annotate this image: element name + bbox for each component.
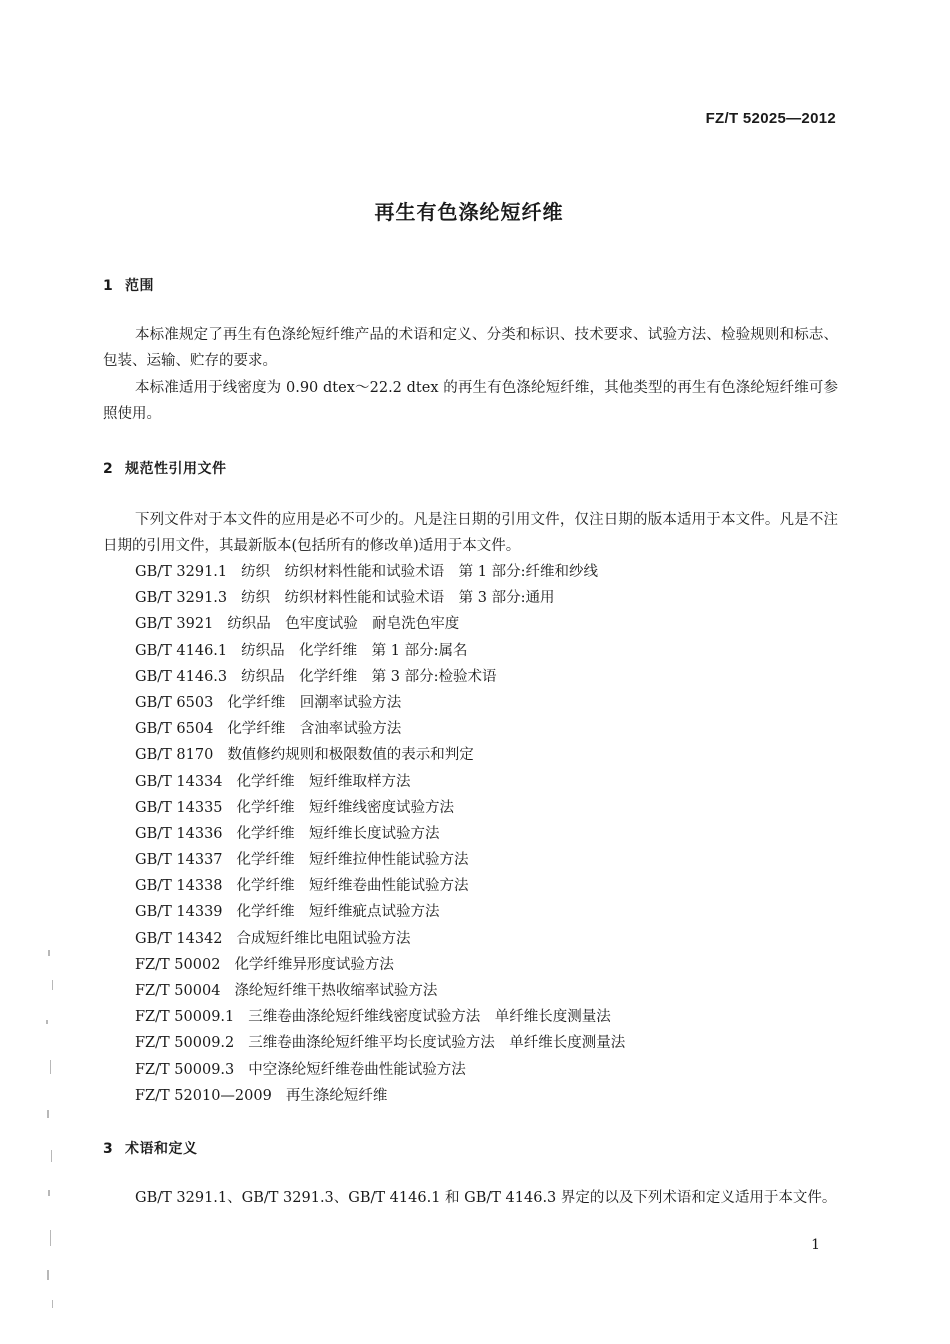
reference-code: GB/T 14336	[135, 825, 223, 842]
reference-item	[135, 926, 625, 952]
reference-title: 纺织品 化学纤维 第 1 部分:属名	[241, 642, 468, 659]
reference-item	[135, 585, 625, 611]
reference-code: GB/T 14342	[135, 930, 223, 947]
reference-title: 化学纤维 回潮率试验方法	[227, 694, 402, 711]
section-title: 范围	[125, 278, 154, 294]
reference-code: GB/T 3921	[135, 616, 214, 633]
reference-title: 化学纤维 短纤维取样方法	[236, 773, 411, 790]
reference-code: GB/T 4146.1	[135, 642, 228, 659]
reference-item	[135, 952, 625, 978]
section-number: 2	[103, 461, 114, 477]
reference-code: GB/T 6504	[135, 721, 214, 738]
reference-code: GB/T 6503	[135, 694, 214, 711]
standard-code: FZ/T 52025—2012	[705, 110, 836, 127]
reference-item	[135, 821, 625, 847]
reference-item	[135, 769, 625, 795]
reference-item	[135, 1083, 625, 1109]
reference-title: 纺织品 化学纤维 第 3 部分:检验术语	[241, 668, 497, 685]
reference-code: GB/T 3291.3	[135, 590, 228, 607]
reference-code: GB/T 4146.3	[135, 668, 228, 685]
reference-title: 化学纤维 含油率试验方法	[227, 721, 402, 738]
reference-title: 三维卷曲涤纶短纤维平均长度试验方法 单纤维长度测量法	[248, 1035, 626, 1052]
reference-code: GB/T 14339	[135, 904, 223, 921]
section-number: 3	[103, 1141, 114, 1157]
reference-title: 合成短纤维比电阻试验方法	[236, 930, 411, 947]
reference-item	[135, 742, 625, 768]
reference-item	[135, 638, 625, 664]
reference-title: 化学纤维 短纤维长度试验方法	[236, 825, 440, 842]
reference-item	[135, 1030, 625, 1056]
section-1-heading	[103, 275, 154, 295]
reference-item	[135, 795, 625, 821]
section-1-paragraph-2: 本标准适用于线密度为 0.90 dtex～22.2 dtex 的再生有色涤纶短纤维，其他类型的再生有色涤纶短纤维可参照使用。	[103, 380, 838, 422]
reference-item	[135, 978, 625, 1004]
reference-title: 纺织 纺织材料性能和试验术语 第 1 部分:纤维和纱线	[241, 564, 598, 580]
reference-item	[135, 664, 625, 690]
reference-item	[135, 1057, 625, 1083]
reference-title: 化学纤维 短纤维拉伸性能试验方法	[236, 852, 469, 869]
section-3-paragraph-1: GB/T 3291.1、GB/T 3291.3、GB/T 4146.1 和 GB/T 4146.3 界定的以及下列术语和定义适用于本文件。	[135, 1190, 837, 1206]
reference-code: FZ/T 50004	[135, 983, 221, 999]
page-number: 1	[811, 1237, 820, 1253]
reference-code: GB/T 14338	[135, 878, 223, 895]
reference-title: 再生涤纶短纤维	[285, 1087, 388, 1104]
reference-code: GB/T 14335	[135, 799, 223, 816]
section-number: 1	[103, 278, 114, 294]
normative-reference-list	[135, 559, 625, 1109]
reference-item	[135, 873, 625, 899]
reference-item	[135, 690, 625, 716]
reference-title: 化学纤维 短纤维线密度试验方法	[236, 799, 455, 816]
reference-title: 三维卷曲涤纶短纤维线密度试验方法 单纤维长度测量法	[248, 1009, 611, 1026]
reference-item	[135, 1004, 625, 1030]
document-title: 再生有色涤纶短纤维	[374, 200, 564, 224]
section-title: 术语和定义	[125, 1141, 198, 1157]
section-title: 规范性引用文件	[125, 461, 227, 477]
section-3-heading	[103, 1138, 198, 1158]
section-1-paragraph-1: 本标准规定了再生有色涤纶短纤维产品的术语和定义、分类和标识、技术要求、试验方法、检验规则和标志、包装、运输、贮存的要求。	[103, 327, 838, 369]
section-2-paragraph-1: 下列文件对于本文件的应用是必不可少的。凡是注日期的引用文件，仅注日期的版本适用于本文件。凡是不注日期的引用文件，其最新版本(包括所有的修改单)适用于本文件。	[103, 512, 838, 554]
reference-item	[135, 899, 625, 925]
reference-code: GB/T 8170	[135, 747, 214, 764]
reference-code: FZ/T 50009.1	[135, 1009, 235, 1026]
section-2-heading	[103, 458, 227, 478]
reference-code: GB/T 14337	[135, 852, 223, 869]
reference-code: FZ/T 50009.2	[135, 1035, 235, 1052]
reference-code: GB/T 3291.1	[135, 564, 228, 580]
reference-item	[135, 716, 625, 742]
reference-title: 数值修约规则和极限数值的表示和判定	[227, 747, 474, 764]
reference-code: FZ/T 50002	[135, 956, 221, 973]
reference-title: 化学纤维异形度试验方法	[234, 956, 394, 973]
reference-title: 化学纤维 短纤维疵点试验方法	[236, 904, 440, 921]
reference-title: 涤纶短纤维干热收缩率试验方法	[234, 983, 438, 999]
reference-item	[135, 847, 625, 873]
reference-item	[135, 611, 625, 637]
reference-item	[135, 559, 625, 585]
reference-code: GB/T 14334	[135, 773, 223, 790]
reference-code: FZ/T 52010—2009	[135, 1087, 272, 1104]
scan-edge-artifact	[38, 940, 68, 1320]
reference-title: 纺织品 色牢度试验 耐皂洗色牢度	[227, 616, 460, 633]
reference-code: FZ/T 50009.3	[135, 1061, 235, 1078]
reference-title: 纺织 纺织材料性能和试验术语 第 3 部分:通用	[241, 590, 555, 607]
reference-title: 化学纤维 短纤维卷曲性能试验方法	[236, 878, 469, 895]
reference-title: 中空涤纶短纤维卷曲性能试验方法	[248, 1061, 466, 1078]
